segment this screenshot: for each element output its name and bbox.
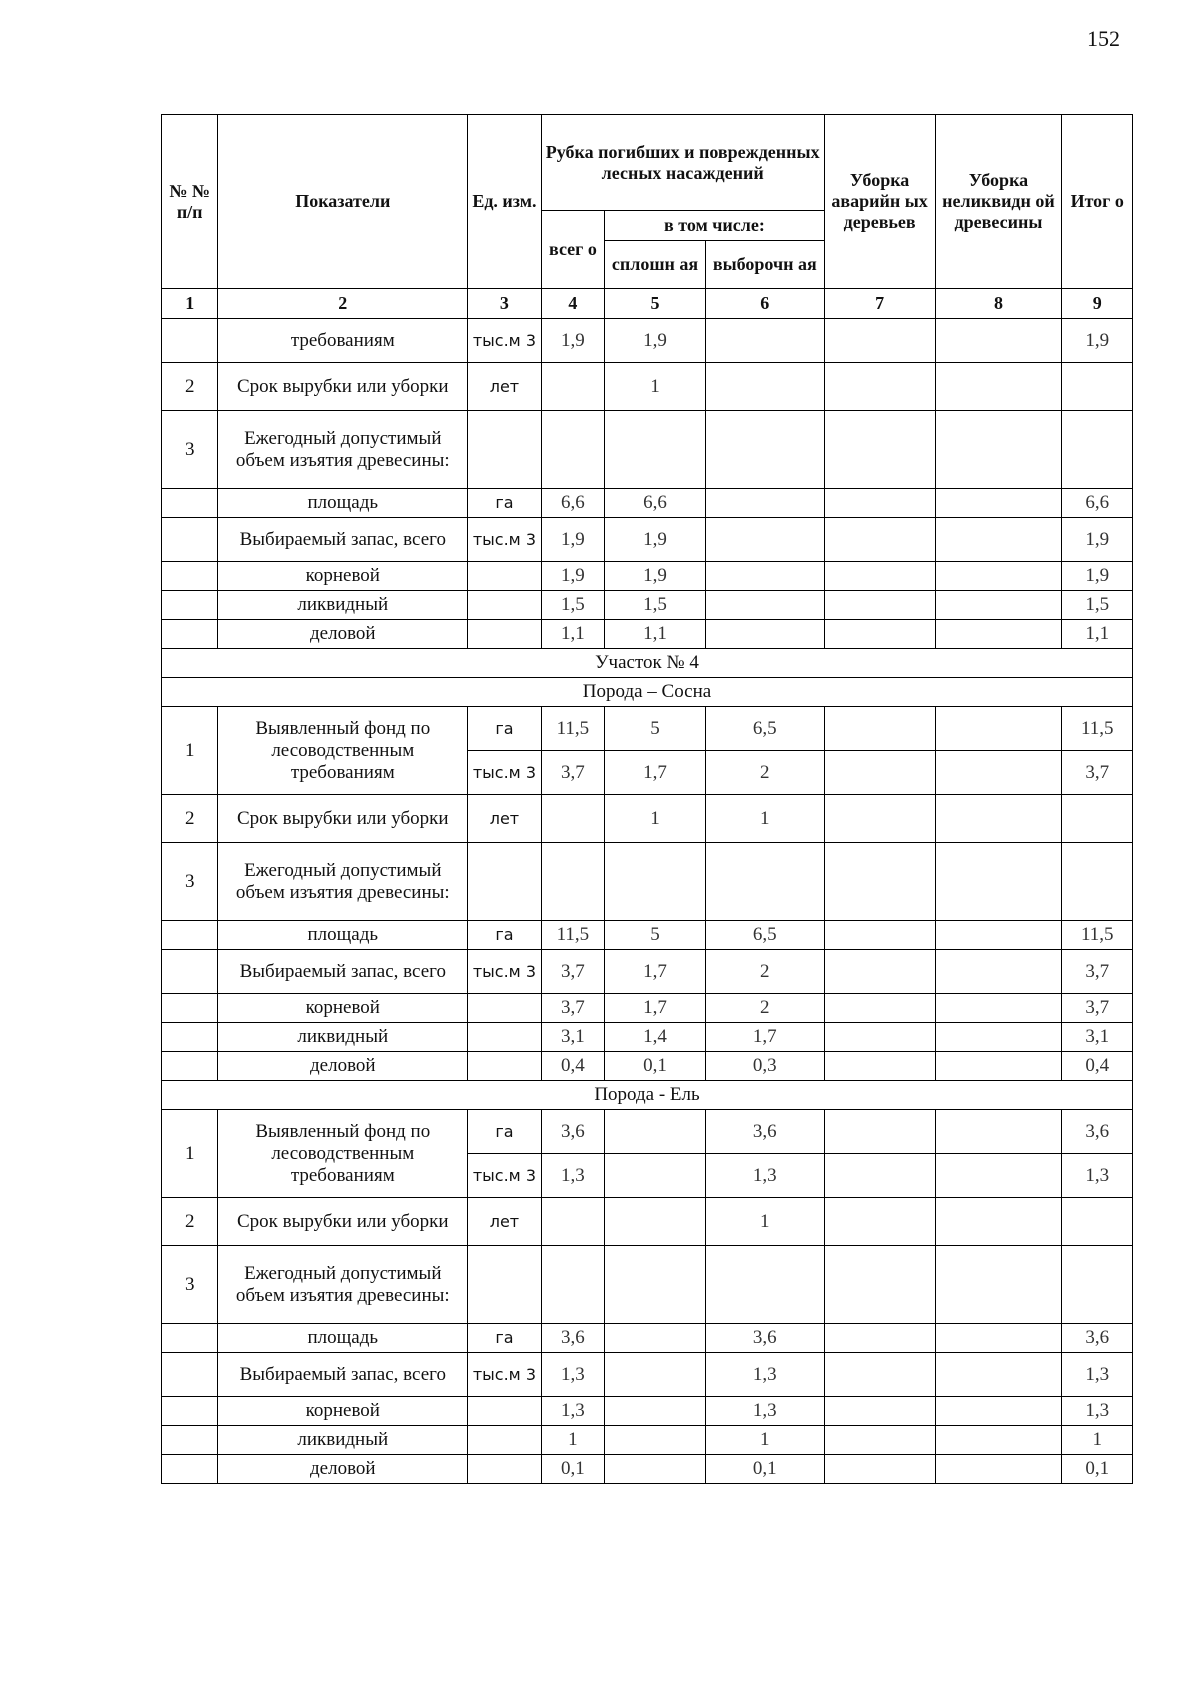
value-cell-col8 [935,1023,1062,1052]
value-cell-col6: 1 [705,795,824,843]
unit-cell [468,1426,542,1455]
unit-cell [468,591,542,620]
row-number-cell: 2 [162,795,218,843]
header-unit: Ед. изм. [468,115,542,289]
indicator-cell: Срок вырубки или уборки [218,363,468,411]
value-cell-col7 [824,950,935,994]
row-number-cell [162,1397,218,1426]
indicator-cell: Выбираемый запас, всего [218,518,468,562]
value-cell-col9: 3,7 [1062,994,1133,1023]
value-cell-col5: 1 [605,363,706,411]
row-number-cell [162,319,218,363]
value-cell-col4 [541,843,604,921]
value-cell-col9 [1062,1246,1133,1324]
value-cell-col4: 3,6 [541,1110,604,1154]
value-cell-col9: 1,5 [1062,591,1133,620]
header-clear-cut: сплошн ая [605,241,706,289]
column-number-2: 2 [218,289,468,319]
value-cell-col4: 1,9 [541,562,604,591]
value-cell-col7 [824,1198,935,1246]
value-cell-col8 [935,1397,1062,1426]
row-number-cell [162,591,218,620]
unit-cell: лет [468,1198,542,1246]
value-cell-col7 [824,1455,935,1484]
unit-cell [468,994,542,1023]
unit-cell: тыс.м 3 [468,751,542,795]
header-all: всег о [541,211,604,289]
value-cell-col5 [605,1353,706,1397]
row-number-cell [162,921,218,950]
unit-cell [468,562,542,591]
table-row [162,620,1133,649]
row-number-cell: 2 [162,1198,218,1246]
value-cell-col5: 1,7 [605,950,706,994]
value-cell-col6: 1,3 [705,1154,824,1198]
value-cell-col4: 0,4 [541,1052,604,1081]
value-cell-col6 [705,843,824,921]
unit-cell: га [468,1324,542,1353]
value-cell-col7 [824,1353,935,1397]
value-cell-col6: 0,1 [705,1455,824,1484]
value-cell-col4 [541,363,604,411]
row-number-cell [162,950,218,994]
header-illiquid-wood: Уборка неликвидн ой древесины [935,115,1062,289]
value-cell-col7 [824,562,935,591]
value-cell-col9: 0,4 [1062,1052,1133,1081]
row-number-cell [162,620,218,649]
value-cell-col9: 1 [1062,1426,1133,1455]
value-cell-col7 [824,363,935,411]
value-cell-col6 [705,411,824,489]
value-cell-col6: 0,3 [705,1052,824,1081]
value-cell-col4 [541,1198,604,1246]
value-cell-col4: 1,9 [541,518,604,562]
value-cell-col6 [705,319,824,363]
row-number-cell [162,1353,218,1397]
section-species-pine [162,678,1133,707]
table-row [162,1052,1133,1081]
value-cell-col4: 3,1 [541,1023,604,1052]
value-cell-col8 [935,1426,1062,1455]
indicator-cell: Выбираемый запас, всего [218,950,468,994]
column-number-4: 4 [541,289,604,319]
value-cell-col7 [824,843,935,921]
indicator-cell: деловой [218,1052,468,1081]
value-cell-col4: 3,7 [541,994,604,1023]
value-cell-col8 [935,591,1062,620]
unit-cell: тыс.м 3 [468,1154,542,1198]
value-cell-col9: 1,1 [1062,620,1133,649]
table-row [162,562,1133,591]
section-species-pine-cell: Порода – Сосна [162,678,1133,707]
header-row-number: № № п/п [162,115,218,289]
value-cell-col4: 1,9 [541,319,604,363]
table-row [162,1023,1133,1052]
value-cell-col6: 6,5 [705,921,824,950]
unit-cell [468,1023,542,1052]
value-cell-col5: 1,7 [605,751,706,795]
unit-cell: лет [468,363,542,411]
table-row [162,795,1133,843]
value-cell-col9: 11,5 [1062,921,1133,950]
unit-cell: лет [468,795,542,843]
indicator-cell: Выбираемый запас, всего [218,1353,468,1397]
value-cell-col8 [935,1324,1062,1353]
value-cell-col7 [824,1324,935,1353]
page-number: 152 [1087,26,1120,51]
value-cell-col8 [935,1246,1062,1324]
indicator-cell: Ежегодный допустимый объем изъятия древесины: [218,1246,468,1324]
unit-cell [468,1052,542,1081]
value-cell-col5 [605,1110,706,1154]
value-cell-col5: 5 [605,921,706,950]
value-cell-col5 [605,1154,706,1198]
value-cell-col8 [935,751,1062,795]
value-cell-col6: 2 [705,751,824,795]
value-cell-col7 [824,707,935,751]
header-dead-trees-cutting: Рубка погибших и поврежденных лесных насаждений [541,115,824,211]
column-number-9: 9 [1062,289,1133,319]
table-row [162,1198,1133,1246]
value-cell-col6 [705,363,824,411]
section-plot-title [162,649,1133,678]
value-cell-col7 [824,518,935,562]
value-cell-col6: 1 [705,1426,824,1455]
value-cell-col6 [705,562,824,591]
indicator-cell: площадь [218,489,468,518]
row-number-cell: 1 [162,707,218,795]
unit-cell: га [468,489,542,518]
table-row [162,1455,1133,1484]
indicator-cell: ликвидный [218,591,468,620]
table-header [162,115,1133,319]
indicator-cell: ликвидный [218,1023,468,1052]
value-cell-col4: 11,5 [541,707,604,751]
value-cell-col9: 3,6 [1062,1324,1133,1353]
value-cell-col6: 1 [705,1198,824,1246]
value-cell-col8 [935,363,1062,411]
value-cell-col4: 1,3 [541,1154,604,1198]
row-number-cell [162,562,218,591]
indicator-cell: деловой [218,620,468,649]
value-cell-col7 [824,1023,935,1052]
value-cell-col8 [935,843,1062,921]
indicator-cell: Срок вырубки или уборки [218,795,468,843]
value-cell-col8 [935,562,1062,591]
value-cell-col6: 2 [705,950,824,994]
value-cell-col4: 0,1 [541,1455,604,1484]
value-cell-col5 [605,1198,706,1246]
table-row [162,1353,1133,1397]
value-cell-col8 [935,950,1062,994]
value-cell-col9 [1062,363,1133,411]
value-cell-col6: 1,3 [705,1397,824,1426]
row-number-cell [162,1426,218,1455]
indicator-cell: корневой [218,1397,468,1426]
value-cell-col9: 1,3 [1062,1154,1133,1198]
unit-cell [468,1246,542,1324]
table-row [162,319,1133,363]
value-cell-col6: 6,5 [705,707,824,751]
value-cell-col4: 1 [541,1426,604,1455]
indicator-cell: Ежегодный допустимый объем изъятия древесины: [218,843,468,921]
value-cell-col4: 3,7 [541,950,604,994]
value-cell-col6 [705,489,824,518]
table-row [162,1246,1133,1324]
forest-cutting-table [161,114,1133,1484]
value-cell-col5: 6,6 [605,489,706,518]
value-cell-col7 [824,1426,935,1455]
value-cell-col5: 1,9 [605,562,706,591]
value-cell-col5 [605,843,706,921]
indicator-cell: требованиям [218,319,468,363]
unit-cell: га [468,707,542,751]
value-cell-col9 [1062,1198,1133,1246]
indicator-cell: ликвидный [218,1426,468,1455]
column-number-1: 1 [162,289,218,319]
table-row [162,994,1133,1023]
row-number-cell [162,1052,218,1081]
section-species-spruce [162,1081,1133,1110]
table-row [162,1110,1133,1154]
value-cell-col5 [605,1397,706,1426]
value-cell-col7 [824,921,935,950]
value-cell-col6: 3,6 [705,1324,824,1353]
header-total: Итог о [1062,115,1133,289]
unit-cell [468,843,542,921]
value-cell-col9: 1,9 [1062,562,1133,591]
value-cell-col5 [605,1324,706,1353]
value-cell-col9 [1062,795,1133,843]
column-number-8: 8 [935,289,1062,319]
value-cell-col5: 1,9 [605,518,706,562]
value-cell-col9: 1,3 [1062,1353,1133,1397]
value-cell-col7 [824,1154,935,1198]
value-cell-col8 [935,1455,1062,1484]
value-cell-col6 [705,518,824,562]
row-number-cell: 3 [162,1246,218,1324]
value-cell-col9: 1,9 [1062,319,1133,363]
unit-cell: тыс.м 3 [468,950,542,994]
indicator-cell: корневой [218,994,468,1023]
value-cell-col8 [935,489,1062,518]
row-number-cell: 1 [162,1110,218,1198]
value-cell-col9: 1,9 [1062,518,1133,562]
value-cell-col4 [541,795,604,843]
value-cell-col4: 1,1 [541,620,604,649]
header-emergency-trees: Уборка аварийн ых деревьев [824,115,935,289]
value-cell-col7 [824,1052,935,1081]
unit-cell [468,1455,542,1484]
table-row [162,411,1133,489]
value-cell-col4 [541,1246,604,1324]
value-cell-col8 [935,1198,1062,1246]
row-number-cell [162,518,218,562]
value-cell-col7 [824,489,935,518]
header-including: в том числе: [605,211,825,241]
value-cell-col8 [935,994,1062,1023]
value-cell-col8 [935,319,1062,363]
value-cell-col9: 3,6 [1062,1110,1133,1154]
value-cell-col9: 3,7 [1062,950,1133,994]
value-cell-col4: 11,5 [541,921,604,950]
indicator-cell: Срок вырубки или уборки [218,1198,468,1246]
unit-cell: тыс.м 3 [468,1353,542,1397]
table-row [162,363,1133,411]
row-number-cell [162,1455,218,1484]
value-cell-col4 [541,411,604,489]
row-number-cell [162,489,218,518]
value-cell-col5 [605,1246,706,1324]
row-number-cell [162,1023,218,1052]
value-cell-col5: 5 [605,707,706,751]
value-cell-col4: 1,3 [541,1353,604,1397]
row-number-cell: 2 [162,363,218,411]
value-cell-col8 [935,707,1062,751]
header-selective-cut: выборочн ая [705,241,824,289]
table-row [162,950,1133,994]
value-cell-col4: 1,5 [541,591,604,620]
table-row [162,591,1133,620]
value-cell-col5: 1,1 [605,620,706,649]
value-cell-col7 [824,994,935,1023]
header-indicators: Показатели [218,115,468,289]
value-cell-col4: 6,6 [541,489,604,518]
row-number-cell: 3 [162,843,218,921]
value-cell-col8 [935,518,1062,562]
value-cell-col9: 3,1 [1062,1023,1133,1052]
table-row [162,843,1133,921]
value-cell-col6: 3,6 [705,1110,824,1154]
value-cell-col7 [824,591,935,620]
value-cell-col8 [935,1154,1062,1198]
value-cell-col8 [935,921,1062,950]
section-plot-title-cell: Участок № 4 [162,649,1133,678]
unit-cell: га [468,1110,542,1154]
value-cell-col7 [824,1246,935,1324]
value-cell-col8 [935,1110,1062,1154]
section-species-spruce-cell: Порода - Ель [162,1081,1133,1110]
value-cell-col5: 0,1 [605,1052,706,1081]
value-cell-col5 [605,411,706,489]
row-number-cell [162,1324,218,1353]
value-cell-col5: 1 [605,795,706,843]
column-number-5: 5 [605,289,706,319]
value-cell-col9: 3,7 [1062,751,1133,795]
value-cell-col5: 1,4 [605,1023,706,1052]
unit-cell [468,1397,542,1426]
value-cell-col8 [935,1052,1062,1081]
value-cell-col8 [935,411,1062,489]
table-row [162,1397,1133,1426]
column-numbers-row [162,289,1133,319]
unit-cell [468,620,542,649]
table-body [162,319,1133,1484]
table-row [162,707,1133,751]
indicator-cell: площадь [218,1324,468,1353]
table-row [162,921,1133,950]
indicator-cell: Выявленный фонд по лесоводственным требованиям [218,707,468,795]
unit-cell: тыс.м 3 [468,319,542,363]
row-number-cell: 3 [162,411,218,489]
value-cell-col5: 1,5 [605,591,706,620]
indicator-cell: Выявленный фонд по лесоводственным требованиям [218,1110,468,1198]
column-number-3: 3 [468,289,542,319]
column-number-7: 7 [824,289,935,319]
value-cell-col4: 1,3 [541,1397,604,1426]
value-cell-col7 [824,1110,935,1154]
value-cell-col6: 1,3 [705,1353,824,1397]
value-cell-col9 [1062,843,1133,921]
indicator-cell: площадь [218,921,468,950]
value-cell-col9: 1,3 [1062,1397,1133,1426]
row-number-cell [162,994,218,1023]
value-cell-col6: 2 [705,994,824,1023]
value-cell-col7 [824,411,935,489]
value-cell-col5: 1,7 [605,994,706,1023]
value-cell-col9: 6,6 [1062,489,1133,518]
table-row [162,1324,1133,1353]
value-cell-col5 [605,1455,706,1484]
value-cell-col6 [705,620,824,649]
value-cell-col5 [605,1426,706,1455]
value-cell-col6 [705,1246,824,1324]
table-row [162,489,1133,518]
indicator-cell: деловой [218,1455,468,1484]
unit-cell: га [468,921,542,950]
value-cell-col4: 3,7 [541,751,604,795]
value-cell-col9: 11,5 [1062,707,1133,751]
value-cell-col7 [824,620,935,649]
table-row [162,518,1133,562]
table-row [162,1426,1133,1455]
value-cell-col8 [935,795,1062,843]
value-cell-col7 [824,1397,935,1426]
indicator-cell: корневой [218,562,468,591]
column-number-6: 6 [705,289,824,319]
unit-cell: тыс.м 3 [468,518,542,562]
unit-cell [468,411,542,489]
indicator-cell: Ежегодный допустимый объем изъятия древесины: [218,411,468,489]
value-cell-col4: 3,6 [541,1324,604,1353]
value-cell-col8 [935,620,1062,649]
value-cell-col6: 1,7 [705,1023,824,1052]
value-cell-col7 [824,795,935,843]
value-cell-col6 [705,591,824,620]
value-cell-col7 [824,751,935,795]
value-cell-col5: 1,9 [605,319,706,363]
value-cell-col9 [1062,411,1133,489]
value-cell-col9: 0,1 [1062,1455,1133,1484]
value-cell-col7 [824,319,935,363]
value-cell-col8 [935,1353,1062,1397]
